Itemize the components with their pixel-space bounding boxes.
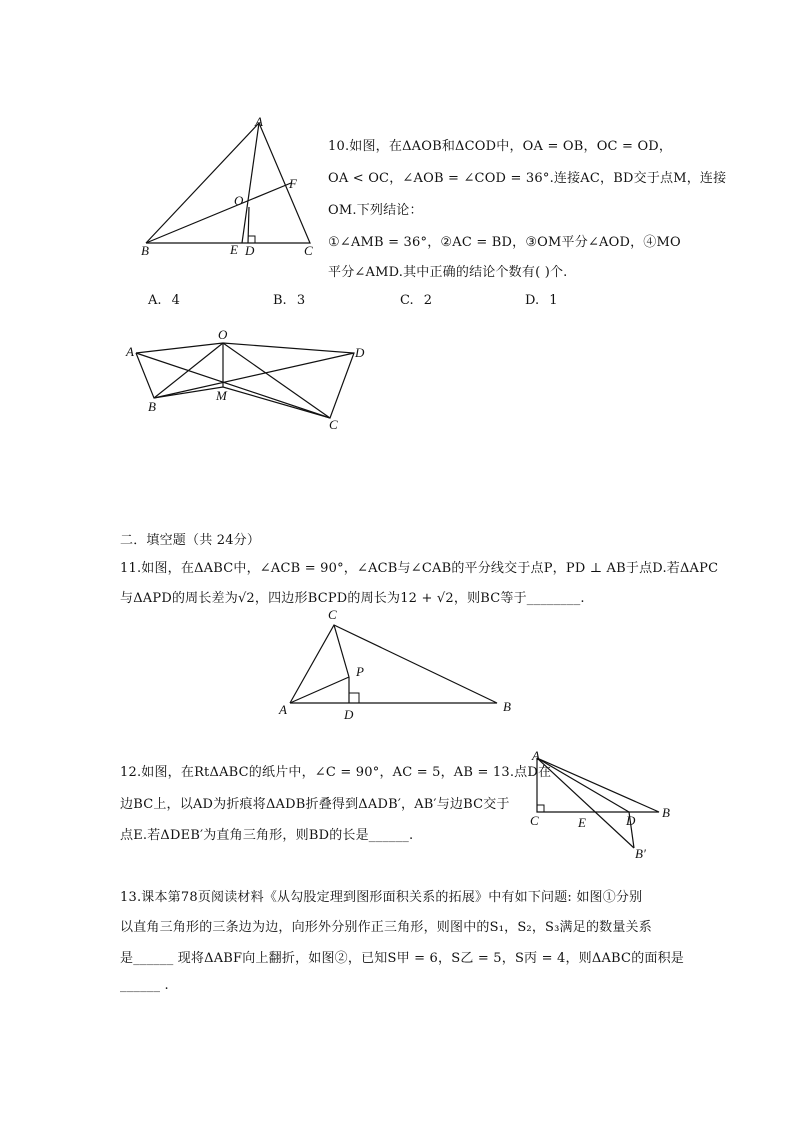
q12-line-1: 12.如图，在RtΔABC的纸片中，∠C = 90°，AC = 5，AB = 13.点D在	[120, 765, 552, 780]
q10-triangle-figure	[135, 112, 325, 262]
label-O: O	[234, 193, 244, 208]
label-B: B	[141, 243, 149, 258]
label-C: C	[530, 813, 539, 828]
q12-fold-figure	[522, 748, 682, 862]
q10-option-b[interactable]	[273, 293, 305, 308]
label-B-prime: B′	[635, 846, 646, 861]
q12-line-2: 边BC上，以AD为折痕将ΔADB折叠得到ΔADB′，AB′与边BC交于	[120, 797, 510, 812]
section-title: 二．填空题（共 24分）	[120, 533, 261, 548]
q10-option-d[interactable]	[525, 293, 558, 308]
label-D: D	[626, 813, 636, 828]
label-P: P	[356, 664, 364, 679]
label-B: B	[503, 699, 511, 714]
label-C: C	[328, 607, 337, 622]
q13-line-1: 13.课本第78页阅读材料《从勾股定理到图形面积关系的拓展》中有如下问题: 如图①分别	[120, 890, 643, 905]
label-D: D	[245, 243, 255, 258]
q10-line-2: OA < OC，∠AOB = ∠COD = 36°.连接AC，BD交于点M，连接	[328, 171, 727, 186]
option-value: 1	[549, 293, 558, 308]
q10-line-5: 平分∠AMD.其中正确的结论个数有( )个.	[328, 265, 568, 280]
q11-line-2: 与ΔAPD的周长差为√2，四边形BCPD的周长为12 + √2，则BC等于________.	[120, 591, 585, 606]
label-F: F	[289, 176, 297, 191]
label-A: A	[532, 748, 540, 763]
option-letter: D.	[525, 293, 540, 308]
label-A: A	[279, 702, 287, 717]
q10-option-a[interactable]	[148, 293, 180, 308]
q12-line-3: 点E.若ΔDEB′为直角三角形，则BD的长是______.	[120, 828, 414, 843]
q11-triangle-figure	[276, 606, 526, 724]
label-C: C	[304, 243, 313, 258]
label-B: B	[662, 805, 670, 820]
option-value: 3	[296, 293, 306, 308]
q11-line-1: 11.如图，在ΔABC中，∠ACB = 90°，∠ACB与∠CAB的平分线交于点P，PD ⊥ AB于点D.若ΔAPC	[120, 561, 719, 576]
label-C: C	[329, 417, 338, 432]
q13-line-4: ______ .	[120, 978, 169, 993]
q13-line-2: 以直角三角形的三条边为边，向形外分别作正三角形，则图中的S₁，S₂，S₃满足的数量关系	[120, 920, 652, 935]
option-letter: C.	[400, 293, 414, 308]
q13-line-3: 是______ 现将ΔABF向上翻折，如图②，已知S甲 = 6，S乙 = 5，S丙 = 4，则ΔABC的面积是	[120, 951, 685, 966]
option-value: 2	[423, 293, 433, 308]
label-D: D	[344, 707, 354, 722]
q10-quadrilateral-figure	[120, 326, 380, 436]
option-value: 4	[171, 293, 180, 308]
q10-line-3: OM.下列结论：	[328, 203, 423, 218]
label-E: E	[230, 242, 238, 257]
label-A: A	[255, 114, 263, 129]
label-M: M	[216, 388, 227, 403]
q10-line-1: 10.如图，在ΔAOB和ΔCOD中，OA = OB，OC = OD，	[328, 139, 673, 154]
label-D: D	[355, 345, 365, 360]
option-letter: B.	[273, 293, 287, 308]
q10-option-c[interactable]	[400, 293, 432, 308]
q10-line-4: ①∠AMB = 36°，②AC = BD，③OM平分∠AOD，④MO	[328, 235, 681, 250]
option-letter: A.	[148, 293, 162, 308]
label-A: A	[126, 344, 134, 359]
label-O: O	[218, 327, 228, 342]
label-E: E	[578, 815, 586, 830]
label-B: B	[148, 399, 156, 414]
